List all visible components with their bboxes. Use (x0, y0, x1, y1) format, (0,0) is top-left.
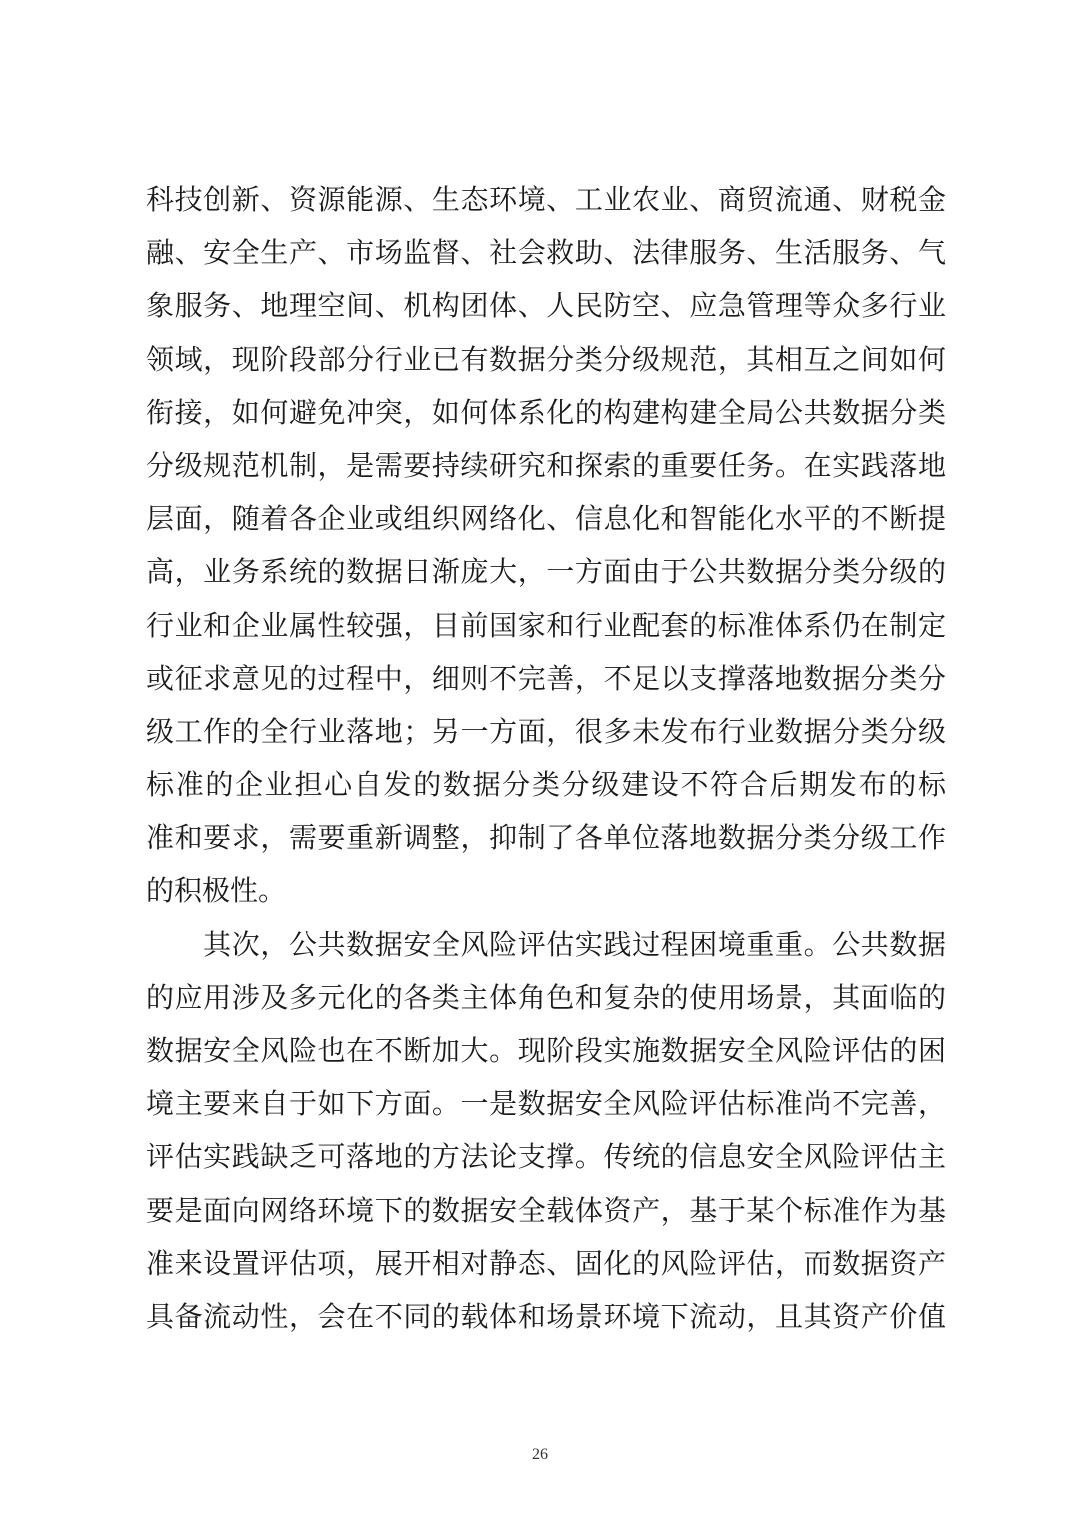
text-line: 高，业务系统的数据日渐庞大，一方面由于公共数据分类分级的 (146, 555, 946, 589)
text-line: 具备流动性，会在不同的载体和场景环境下流动，且其资产价值 (146, 1299, 946, 1333)
text-line: 准和要求，需要重新调整，抑制了各单位落地数据分类分级工作 (146, 821, 946, 855)
text-line: 准来设置评估项，展开相对静态、固化的风险评估，而数据资产 (146, 1246, 946, 1280)
text-line: 级工作的全行业落地；另一方面，很多未发布行业数据分类分级 (146, 714, 946, 748)
text-line: 评估实践缺乏可落地的方法论支撑。传统的信息安全风险评估主 (146, 1140, 946, 1174)
text-line: 融、安全生产、市场监督、社会救助、法律服务、生活服务、气 (146, 236, 946, 270)
page-number: 26 (532, 1446, 548, 1463)
text-line: 层面，随着各企业或组织网络化、信息化和智能化水平的不断提 (146, 502, 946, 536)
text-line: 要是面向网络环境下的数据安全载体资产，基于某个标准作为基 (146, 1193, 946, 1227)
text-line: 分级规范机制，是需要持续研究和探索的重要任务。在实践落地 (146, 448, 946, 482)
text-line: 数据安全风险也在不断加大。现阶段实施数据安全风险评估的困 (146, 1034, 946, 1067)
text-line: 的应用涉及多元化的各类主体角色和复杂的使用场景，其面临的 (146, 980, 946, 1014)
text-line: 科技创新、资源能源、生态环境、工业农业、商贸流通、财税金 (146, 183, 946, 216)
text-line: 或征求意见的过程中，细则不完善，不足以支撑落地数据分类分 (146, 661, 946, 695)
text-line: 其次，公共数据安全风险评估实践过程困境重重。公共数据 (146, 927, 946, 961)
text-line: 领域，现阶段部分行业已有数据分类分级规范，其相互之间如何 (146, 342, 946, 376)
text-line: 象服务、地理空间、机构团体、人民防空、应急管理等众多行业 (146, 289, 946, 323)
text-line: 标准的企业担心自发的数据分类分级建设不符合后期发布的标 (146, 768, 946, 802)
text-line: 境主要来自于如下方面。一是数据安全风险评估标准尚不完善， (146, 1087, 946, 1121)
body-text (146, 173, 946, 1343)
text-line: 衔接，如何避免冲突，如何体系化的构建构建全局公共数据分类 (146, 395, 946, 429)
text-line: 的积极性。 (146, 874, 287, 908)
text-line: 行业和企业属性较强，目前国家和行业配套的标准体系仍在制定 (146, 608, 946, 642)
